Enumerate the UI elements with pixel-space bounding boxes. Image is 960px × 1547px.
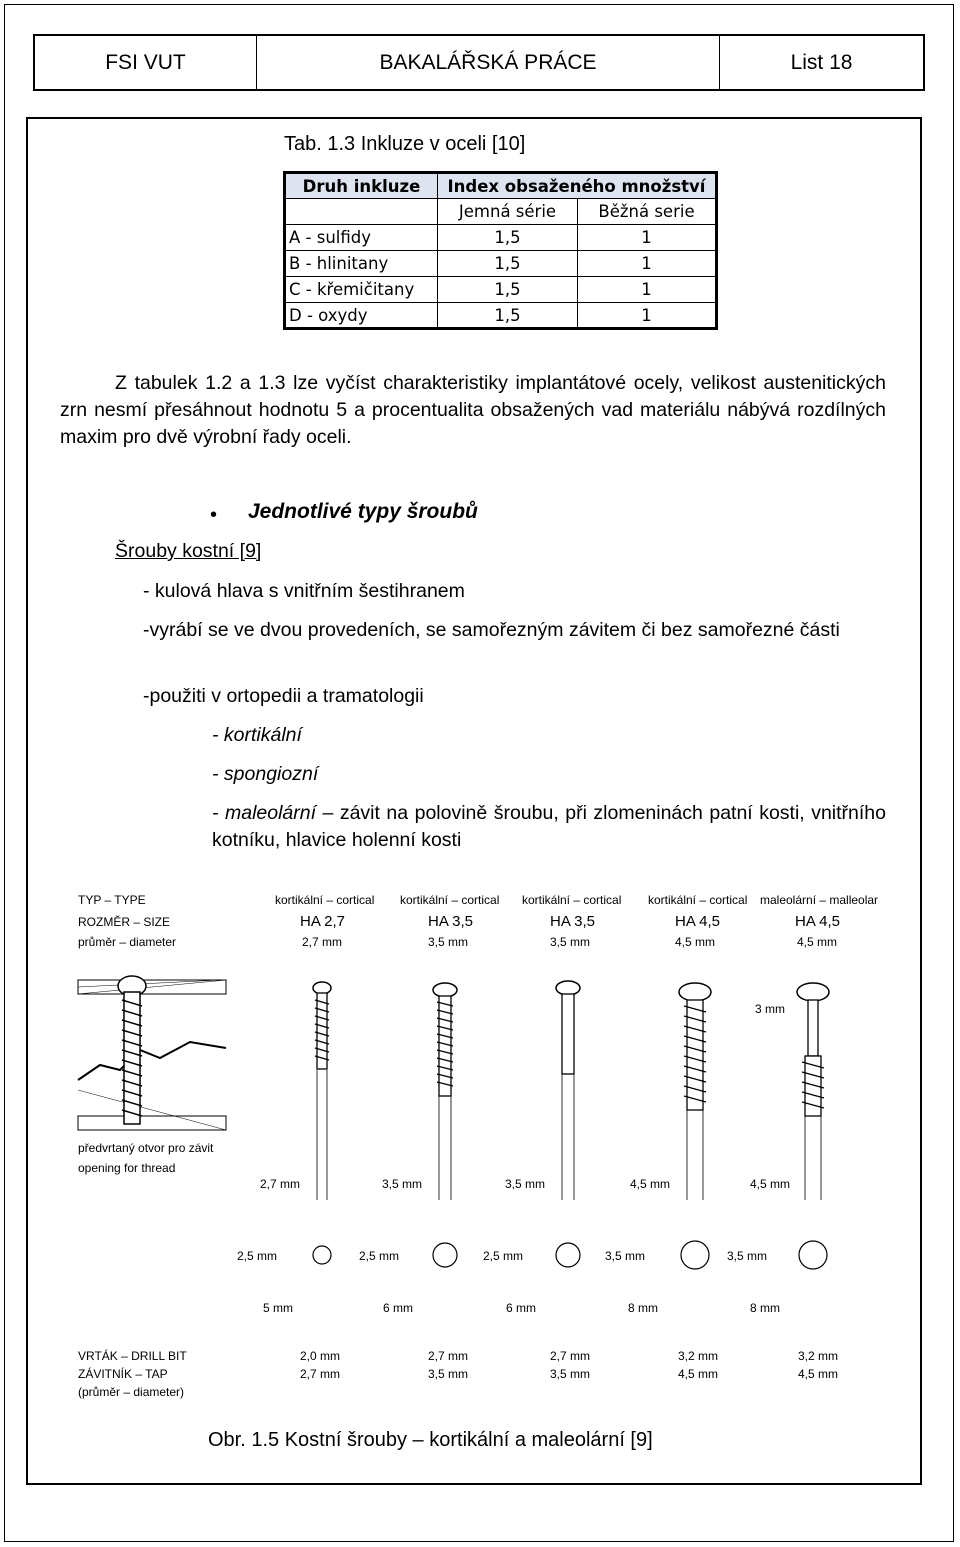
tap-dim: 4,5 mm [798,1367,839,1381]
head-height: 6 mm [506,1301,536,1315]
table-row [285,251,717,277]
legend-type: TYP – TYPE [78,893,146,907]
screw-column [483,893,621,1381]
section-heading: Jednotlivé typy šroubů [248,500,478,523]
table-header-row [285,173,717,199]
head-dim: 3,5 mm [605,1249,646,1263]
drill-dim: 3,2 mm [798,1349,839,1363]
head-dim: 3,5 mm [727,1249,768,1263]
table-subheader-row [285,199,717,225]
screw-size: HA 4,5 [795,913,841,930]
cell-fine: 1,5 [438,277,578,303]
screw-size: HA 4,5 [675,913,721,930]
bullet-icon: • [210,504,218,526]
cell-type: B - hlinitany [285,251,438,277]
predrilled-label-2: opening for thread [78,1161,176,1175]
cell-normal: 1 [578,251,717,277]
screw-size: HA 2,7 [300,913,346,930]
cell-normal: 1 [578,303,717,329]
legend-drill: VRTÁK – DRILL BIT [78,1349,187,1363]
screw-type: kortikální – cortical [400,893,500,907]
screw-size: HA 3,5 [428,913,474,930]
drill-dim: 2,0 mm [300,1349,341,1363]
item-line-1: - kulová hlava s vnitřním šestihranem [143,580,465,602]
shaft-dim: 3 mm [755,1002,785,1016]
screw-diameter: 3,5 mm [428,935,469,949]
head-height: 8 mm [750,1301,780,1315]
screw-column [359,893,499,1381]
tap-dim: 3,5 mm [550,1367,591,1381]
col-header-type: Druh inkluze [285,173,438,199]
thread-dim: 3,5 mm [382,1177,423,1191]
screw-size: HA 3,5 [550,913,596,930]
cell-type: D - oxydy [285,303,438,329]
thread-dim: 4,5 mm [630,1177,671,1191]
predrilled-label-1: předvrtaný otvor pro závit [78,1141,214,1155]
item-line-2: -vyrábí se ve dvou provedeních, se samořezným závitem či bez samořezné části [143,619,840,641]
page-header [33,34,925,91]
head-dim: 2,5 mm [483,1249,524,1263]
bone-section [78,976,226,1130]
screw-type: kortikální – cortical [275,893,375,907]
drill-dim: 2,7 mm [428,1349,469,1363]
figure-caption: Obr. 1.5 Kostní šrouby – kortikální a maleolární [9] [208,1429,653,1451]
body-paragraph: Z tabulek 1.2 a 1.3 lze vyčíst charakteristiky implantátové ocely, velikost austenitických zrn nesmí přesáhnout hodnotu 5 a procentualita obsažených vad materiálu nábývá rozdílných maxim pro dvě výrobní řady oceli. [60,372,886,448]
inclusion-table [283,171,718,330]
screw-type: maleolární – malleolar [760,893,879,907]
screw-diameter: 2,7 mm [302,935,343,949]
cell-fine: 1,5 [438,225,578,251]
legend-size: ROZMĚR – SIZE [78,915,171,929]
thread-dim: 2,7 mm [260,1177,301,1191]
screw-type: kortikální – cortical [522,893,622,907]
legend-diameter: průměr – diameter [78,935,177,949]
screw-diameter: 3,5 mm [550,935,591,949]
item-line-3: -použiti v ortopedii a tramatologii [143,685,424,707]
screw-diameter: 4,5 mm [675,935,716,949]
thread-dim: 4,5 mm [750,1177,791,1191]
cell-fine: 1,5 [438,303,578,329]
figure-legend [78,893,214,1399]
subheader-fine: Jemná série [438,199,578,225]
screw-column [727,893,878,1381]
header-thesis-type: BAKALÁŘSKÁ PRÁCE [257,36,720,89]
subheader-normal: Běžná serie [578,199,717,225]
head-height: 5 mm [263,1301,293,1315]
drill-dim: 2,7 mm [550,1349,591,1363]
head-height: 8 mm [628,1301,658,1315]
screw-column [605,893,747,1381]
subheading: Šrouby kostní [9] [115,540,262,562]
table-row [285,225,717,251]
thread-dim: 3,5 mm [505,1177,546,1191]
col-header-index: Index obsaženého množství [438,173,717,199]
table-row [285,277,717,303]
head-height: 6 mm [383,1301,413,1315]
cell-type: C - křemičitany [285,277,438,303]
screw-type: kortikální – cortical [648,893,748,907]
cell-type: A - sulfidy [285,225,438,251]
header-page-label: List 18 [790,50,853,74]
tap-dim: 2,7 mm [300,1367,341,1381]
drill-dim: 3,2 mm [678,1349,719,1363]
head-dim: 2,5 mm [237,1249,278,1263]
table-caption: Tab. 1.3 Inkluze v oceli [10] [284,133,526,155]
screw-figure [60,880,900,1410]
tap-dim: 3,5 mm [428,1367,469,1381]
item-sub-3 [212,800,886,854]
item-sub-2: - spongiozní [212,763,319,785]
legend-tap: ZÁVITNÍK – TAP [78,1367,168,1381]
item-sub-1: - kortikální [212,724,302,746]
cell-fine: 1,5 [438,251,578,277]
cell-normal: 1 [578,225,717,251]
tap-dim: 4,5 mm [678,1367,719,1381]
legend-tap-note: (průměr – diameter) [78,1385,185,1399]
item-sub-3-rest: – závit na polovině šroubu, při zlomeninách patní kosti, vnitřního kotníku, hlavice holenní kosti [212,802,886,851]
cell-normal: 1 [578,277,717,303]
head-dim: 2,5 mm [359,1249,400,1263]
screw-column [237,893,374,1381]
header-institute: FSI VUT [35,36,257,89]
item-sub-3-italic: - maleolární [212,802,317,824]
table-row [285,303,717,329]
screw-diameter: 4,5 mm [797,935,838,949]
